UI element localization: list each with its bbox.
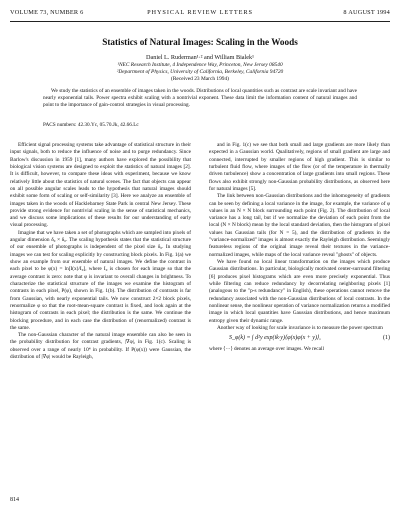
body-paragraph: Another way of looking for scale invariance is to measure the power spectrum: [217, 324, 383, 331]
article-title: Statistics of Natural Images: Scaling in the Woods: [102, 37, 298, 47]
body-paragraph: Efficient signal processing systems take advantage of statistical structure in their input signals, both to reduce the influence of noise and to purge redundancy. Since Barlow's discussion in 1959 [1], many authors have explored the possibility that biological vision systems are designed to exploit the statistics of natural images [2]. It is difficult, however, to compare these ideas with experiment, because we know relatively little about the statistics of natural scenes. The fact that objects can appear on all possible angular scales leads to the hypothesis that natural images should exhibit some form of scaling or self-similarity [3]. Here we analyze an ensemble of images taken in the woods of Hacklebarney State Park in central New Jersey. These provide strong evidence for nontrivial scaling in the sense of statistical mechanics, and we discuss some implications of these results for our understanding of early visual processing.: [10, 142, 191, 229]
received-date: (Received 23 March 1994): [171, 76, 229, 82]
page-number: 814: [10, 497, 19, 503]
equation-body: S_φ(k) = ∫ d²y exp(ik·y)⟨φ(x)φ(x + y)⟩,: [229, 335, 321, 342]
body-paragraph: where ⟨···⟩ denotes an average over images. We recall: [209, 346, 324, 353]
body-paragraph: Imagine that we have taken a set of photographs which are sampled into pixels of angular dimension δ₀ × δ₀. The scaling hypothesis states that the statistical structure of our ensemble of photographs is independent of the pixel size δ₀. In studying images we can test for scaling explicitly by constructing block pixels. In Fig. 1(a) we show an example from our ensemble of natural images. We define the contrast in each pixel to be φ(x) = ln[I(x)/I₀], where I₀ is chosen for each image so that the average contrast is zero: note that φ is invariant to overall changes in brightness. To characterize the statistical structure of the images we examine the histogram of contrasts in each pixel, P(φ), shown in Fig. 1(b). The distribution of contrasts is far from Gaussian, with nearly exponential tails. We now construct 2×2 block pixels, renormalize φ so that the root-mean-square contrast is fixed, and look again at the histogram of contrasts in each pixel; the distribution is the same. We continue the blocking procedure, and in each case the distribution of (renormalized) contrast is the same.: [10, 229, 191, 331]
affiliation-2: ²Department of Physics, University of California, Berkeley, California 94720: [116, 69, 284, 75]
right-column: [209, 142, 390, 353]
equation-1: [209, 332, 390, 346]
body-paragraph: The non-Gaussian character of the natural image ensemble can also be seen in the probability distribution for contrast gradients, |∇φ|, in Fig. 1(c). Scaling is observed over a range of nearly 10⁴ in probability. If P(φ(x)) were Gaussian, the distribution of |∇φ| would be Rayleigh,: [10, 332, 191, 361]
pacs-numbers: PACS numbers: 42.30.Yc, 05.70.Jk, 42.66.Lc: [43, 122, 139, 128]
equation-number: (1): [383, 335, 390, 342]
body-paragraph: The link between non-Gaussian distributions and the inhomogeneity of gradients can be seen by defining a local variance in the image, for example, the variance of φ values in an N × N block surrounding each point (Fig. 2). The distribution of local variance has a long tail, but if we normalize the deviation of each point from the local (N × N block) mean by the local standard deviation, then the histogram of pixel values has Gaussian tails (for N = 5), and the distribution of gradients in the "variance-normalized" images is almost exactly the Rayleigh distribution. Seemingly featureless regions of the original image reveal their textures in the variance-normalized images, while maps of the local variance reveal "ghosts" of objects.: [209, 193, 390, 258]
header-rule: [10, 21, 390, 22]
author-list: Daniel L. Ruderman¹·² and William Bialek¹: [146, 54, 254, 61]
journal-name: PHYSICAL REVIEW LETTERS: [147, 9, 253, 16]
issue-date: 8 AUGUST 1994: [343, 9, 390, 16]
volume-label: VOLUME 73, NUMBER 6: [10, 9, 84, 16]
abstract: We study the statistics of an ensemble of images taken in the woods. Distributions of local quantities such as contrast are scale invariant and have nearly exponential tails. Power spectra exhibit scaling with a nontrivial exponent. These data limit the information content of natural images and point to the importance of gain-control strategies in visual processing.: [43, 88, 357, 109]
affiliation-1: ¹NEC Research Institute, 4 Independence Way, Princeton, New Jersey 08540: [117, 62, 283, 68]
running-header: [10, 9, 390, 21]
body-paragraph: and in Fig. 1(c) we see that both small and large gradients are more likely than expected in a Gaussian world. Qualitatively, regions of small gradient are large and connected, interrupted by smaller regions of high gradient. This is similar to turbulent fluid flow, where images of the flow (or of the temperature in thermally driven turbulence) show a concentration of large gradients into small regions. These flows also exhibit strongly non-Gaussian probability distributions, as observed here for natural images [5].: [209, 142, 390, 192]
body-paragraph: We have found no local linear transformation on the images which produce Gaussian distributions. In particular, biologically motivated center-surround filtering [6] produces pixel histograms which are even more precisely exponential. Thus while filtering can reduce redundancy by decorrelating neighboring pixels [1] (analogous to the "p-s redundancy" in English), these operations cannot remove the redundancy associated with the non-Gaussian distributions of local contrasts. In the nonlinear sense, the nonlinear operation of variance normalization returns a modified image in which local quantities have Gaussian distributions, and hence maximum entropy given their dynamic range.: [209, 259, 390, 324]
left-column: [10, 142, 191, 361]
